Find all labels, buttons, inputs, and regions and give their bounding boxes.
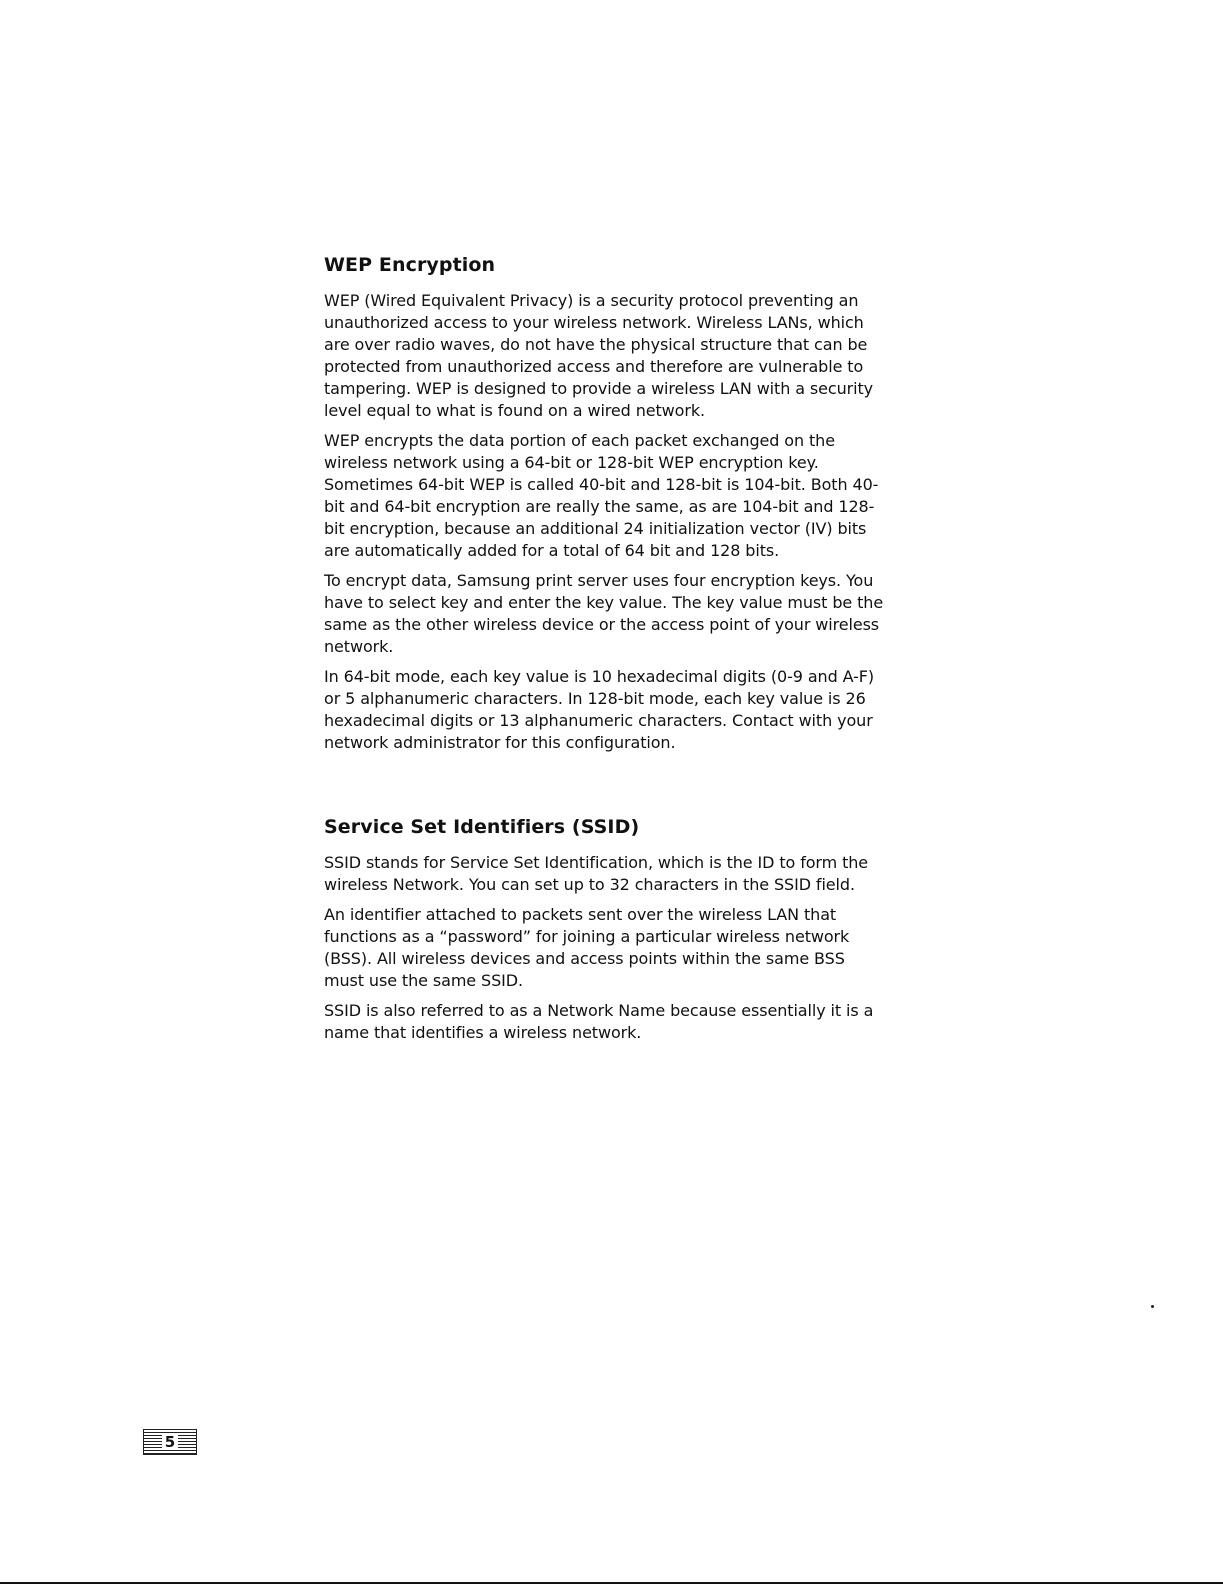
paragraph: In 64-bit mode, each key value is 10 hexadecimal digits (0-9 and A-F) or 5 alphanumeric characters. In 128-bit mode, each key value is 26 hexadecimal digits or 13 alphanumeric characters. Contact with your network administrator for this configuration. (324, 667, 875, 752)
paragraph: To encrypt data, Samsung print server uses four encryption keys. You have to select key and enter the key value. The key value must be the same as the other wireless device or the access point of your wireless network. (324, 571, 884, 656)
section-wep-encryption (324, 252, 884, 754)
section-title: Service Set Identifiers (SSID) (324, 816, 640, 838)
section-ssid (324, 814, 884, 1044)
document-body (324, 252, 884, 1052)
paragraph: SSID is also referred to as a Network Name because essentially it is a name that identifies a wireless network. (324, 1001, 874, 1042)
section-title: WEP Encryption (324, 254, 496, 276)
paragraph: WEP encrypts the data portion of each packet exchanged on the wireless network using a 64-bit or 128-bit WEP encryption key. Sometimes 64-bit WEP is called 40-bit and 128-bit is 104-bit. Both 40-bit and 64-bit encryption are really the same, as are 104-bit and 128-bit encryption, because an additional 24 initialization vector (IV) bits are automatically added for a total of 64 bit and 128 bits. (324, 431, 879, 560)
section-spacer (324, 762, 884, 814)
page-number-badge (143, 1429, 197, 1455)
paragraph: WEP (Wired Equivalent Privacy) is a security protocol preventing an unauthorized access to your wireless network. Wireless LANs, which are over radio waves, do not have the physical structure that can be protected from unauthorized access and therefore are vulnerable to tampering. WEP is designed to provide a wireless LAN with a security level equal to what is found on a wired network. (324, 291, 873, 420)
page-number: 5 (162, 1434, 178, 1450)
paragraph: An identifier attached to packets sent over the wireless LAN that functions as a “password” for joining a particular wireless network (BSS). All wireless devices and access points within the same BSS must use the same SSID. (324, 905, 850, 990)
scan-speck (1151, 1305, 1154, 1308)
paragraph: SSID stands for Service Set Identification, which is the ID to form the wireless Network. You can set up to 32 characters in the SSID field. (324, 853, 869, 894)
